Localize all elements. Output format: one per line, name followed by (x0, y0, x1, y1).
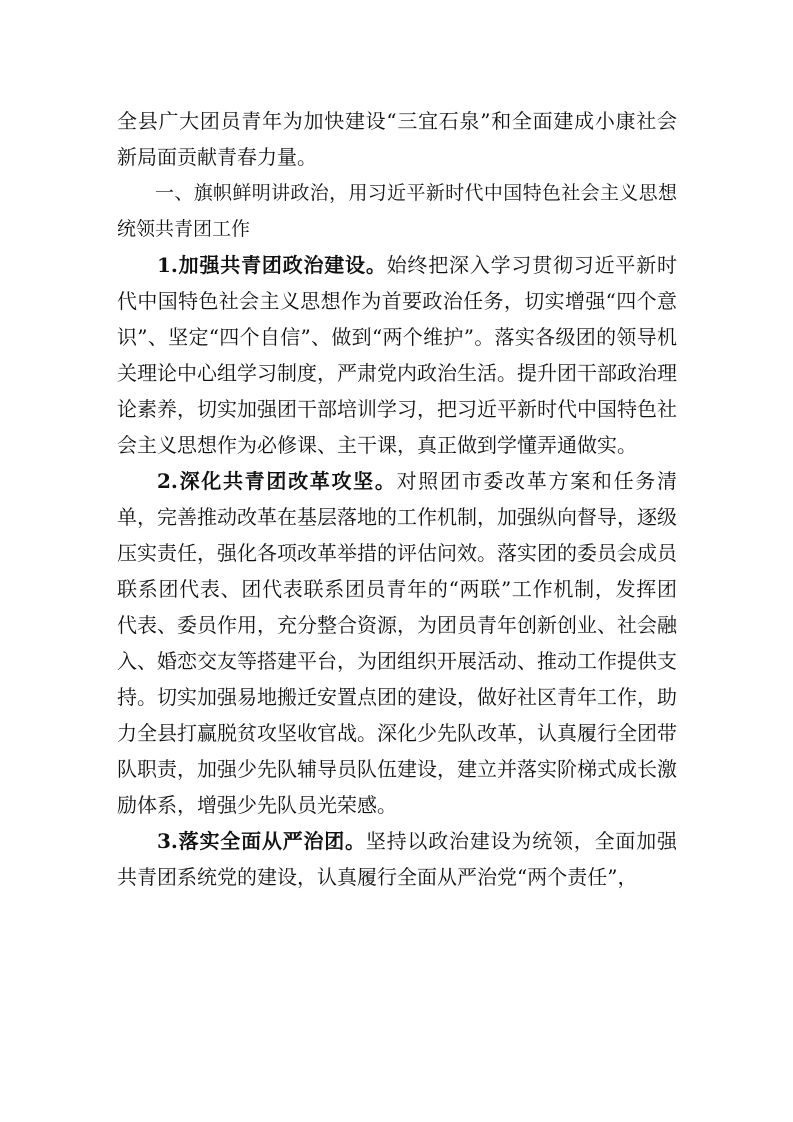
item-body-1: 始终把深入学习贯彻习近平新时代中国特色社会主义思想作为首要政治任务，切实增强“四个意识”、坚定“四个自信”、做到“两个维护”。落实各级团的领导机关理论中心组学习制度，严肃党内政治生活。提升团干部政治理论素养，切实加强团干部培训学习，把习近平新时代中国特色社会主义思想作为必修课、主干课，真正做到学懂弄通做实。 (117, 253, 677, 457)
section-heading: 一、旗帜鲜明讲政治，用习近平新时代中国特色社会主义思想统领共青团工作 (117, 182, 677, 240)
item-lead-2: 2.深化共青团改革攻坚。 (157, 469, 397, 493)
item-paragraph-2 (117, 463, 677, 823)
item-paragraph-3 (117, 823, 677, 895)
document-page (117, 103, 677, 895)
item-lead-1: 1.加强共青团政治建设。 (157, 253, 387, 277)
intro-paragraph: 全县广大团员青年为加快建设“三宜石泉”和全面建成小康社会新局面贡献青春力量。 (117, 109, 677, 169)
item-body-2: 对照团市委改革方案和任务清单，完善推动改革在基层落地的工作机制，加强纵向督导，逐级压实责任，强化各项改革举措的评估问效。落实团的委员会成员联系团代表、团代表联系团员青年的“两联”工作机制，发挥团代表、委员作用，充分整合资源，为团员青年创新创业、社会融入、婚恋交友等搭建平台，为团组织开展活动、推动工作提供支持。切实加强易地搬迁安置点团的建设，做好社区青年工作，助力全县打赢脱贫攻坚收官战。深化少先队改革，认真履行全团带队职责，加强少先队辅导员队伍建设，建立并落实阶梯式成长激励体系，增强少先队员光荣感。 (117, 469, 677, 817)
item-body-3: 坚持以政治建设为统领，全面加强共青团系统党的建设，认真履行全面从严治党“两个责任”， (117, 829, 677, 889)
item-lead-3: 3.落实全面从严治团。 (157, 829, 366, 853)
item-paragraph-1 (117, 247, 677, 463)
